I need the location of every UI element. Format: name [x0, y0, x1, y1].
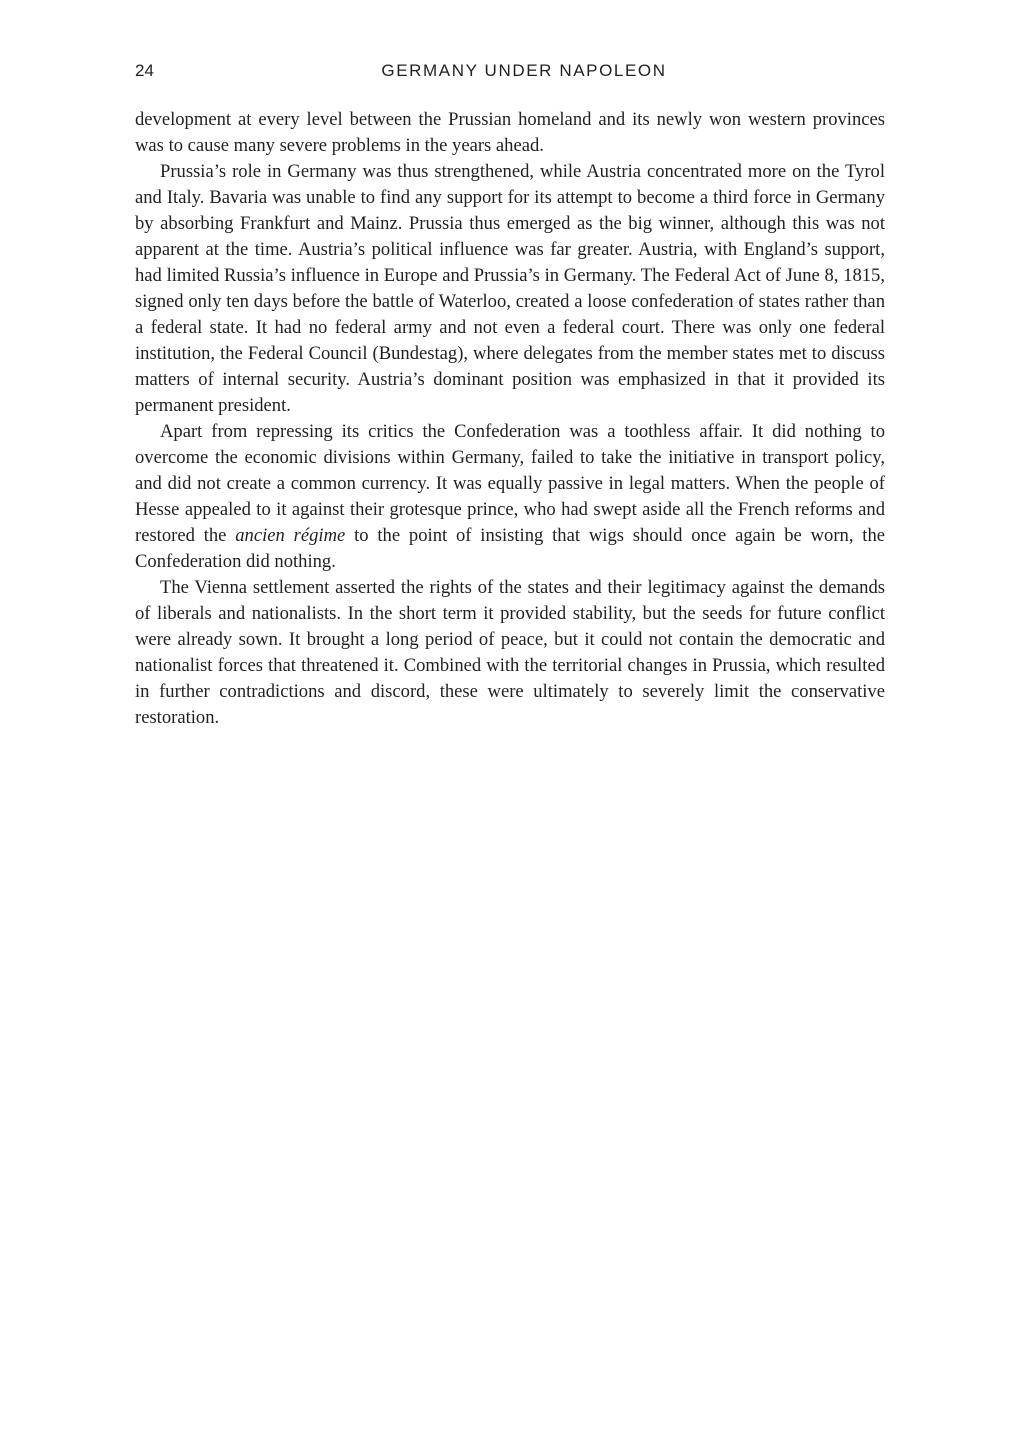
- running-head: [135, 58, 885, 84]
- body-text: [135, 107, 885, 731]
- paragraph-text-after-italic: to the point of insisting that wigs should once again be worn, the Confederation did nothing.: [135, 525, 886, 572]
- italic-term: ancien régime: [235, 525, 346, 546]
- page-number: 24: [135, 61, 154, 80]
- paragraph-text-before-italic: Apart from repressing its critics the Confederation was a toothless affair. It did nothing to overcome the economic divisions within Germany, failed to take the initiative in transport policy, and did not create a common currency. It was equally passive in legal matters. When the people of Hesse appealed to it against their grotesque prince, who had swept aside all the French reforms and restored the: [135, 421, 885, 546]
- paragraph-vienna-settlement: The Vienna settlement asserted the rights of the states and their legitimacy against the demands of liberals and nationalists. In the short term it provided stability, but the seeds for future conflict were already sown. It brought a long period of peace, but it could not contain the democratic and nationalist forces that threatened it. Combined with the territorial changes in Prussia, which resulted in further contradictions and discord, these were ultimately to severely limit the conservative restoration.: [135, 577, 885, 728]
- running-title: GERMANY UNDER NAPOLEON: [381, 61, 667, 80]
- paragraph-continuation: development at every level between the Prussian homeland and its newly won western provinces was to cause many severe problems in the years ahead.: [135, 109, 885, 156]
- paragraph-prussia-role: Prussia’s role in Germany was thus strengthened, while Austria concentrated more on the Tyrol and Italy. Bavaria was unable to find any support for its attempt to become a third force in Germany by absorbing Frankfurt and Mainz. Prussia thus emerged as the big winner, although this was not apparent at the time. Austria’s political influence was far greater. Austria, with England’s support, had limited Russia’s influence in Europe and Prussia’s in Germany. The Federal Act of June 8, 1815, signed only ten days before the battle of Waterloo, created a loose confederation of states rather than a federal state. It had no federal army and not even a federal court. There was only one federal institution, the Federal Council (Bundestag), where delegates from the member states met to discuss matters of internal security. Austria’s dominant position was emphasized in that it provided its permanent president.: [135, 161, 885, 416]
- paragraph-confederation: [135, 419, 885, 575]
